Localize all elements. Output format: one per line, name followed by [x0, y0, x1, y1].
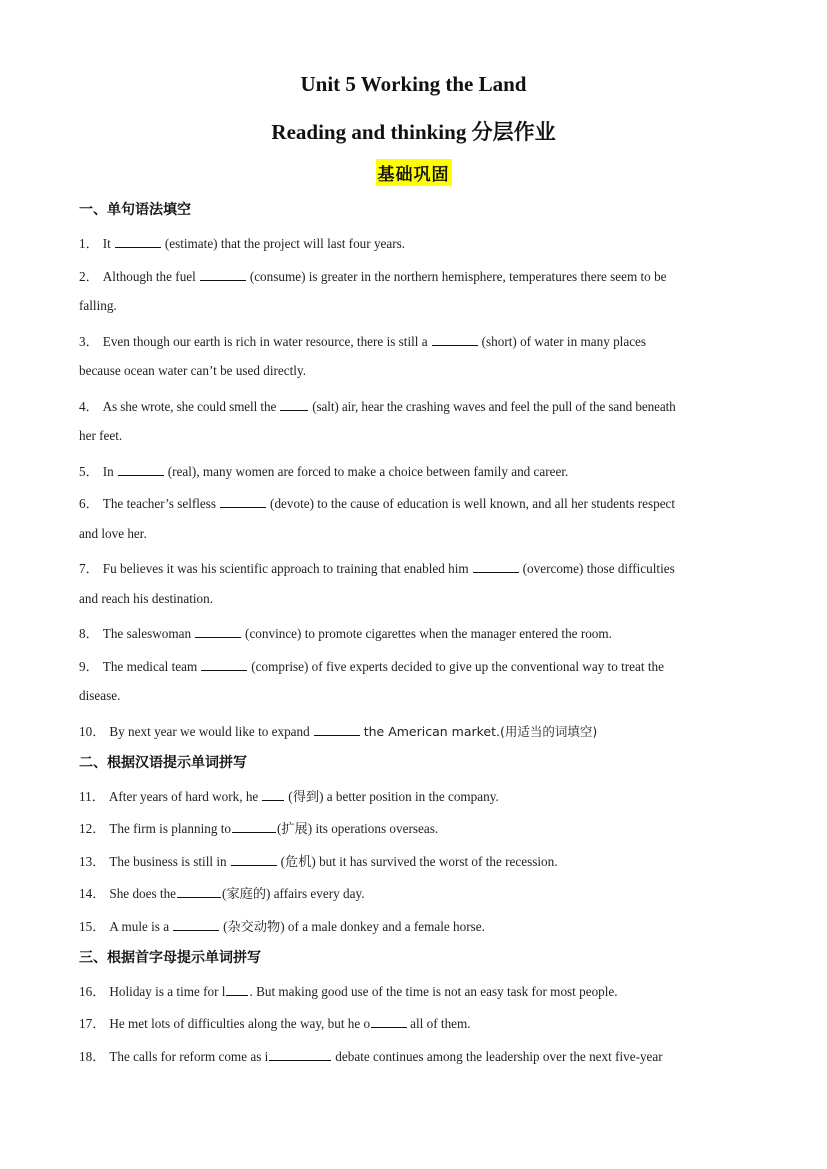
question-3: 3． Even though our earth is rich in water resource, there is still a (short) of water in many places [79, 334, 647, 349]
question-14: 14． She does the (家庭的) affairs every day. [79, 886, 365, 901]
question-3-continued: because ocean water can’t be used directly. [79, 363, 307, 378]
answer-blank[interactable] [200, 268, 246, 281]
answer-blank[interactable] [226, 983, 248, 996]
question-13: 13． The business is still in (危机) but it has survived the worst of the recession. [79, 854, 558, 869]
answer-blank[interactable] [262, 788, 284, 801]
answer-blank[interactable] [201, 658, 247, 671]
question-11: 11． After years of hard work, he (得到) a better position in the company. [79, 789, 499, 804]
answer-blank[interactable] [195, 625, 241, 638]
answer-blank[interactable] [118, 463, 164, 476]
question-4-continued: her feet. [79, 428, 123, 443]
question-4: 4． As she wrote, she could smell the (salt) air, hear the crashing waves and feel the pull of the sand beneath [79, 399, 676, 414]
answer-blank[interactable] [231, 853, 277, 866]
answer-blank[interactable] [280, 398, 308, 411]
question-17: 17． He met lots of difficulties along the way, but he o all of them. [79, 1016, 471, 1031]
question-18: 18． The calls for reform come as i debate continues among the leadership over the next five-year [79, 1049, 663, 1064]
question-6: 6． The teacher’s selfless (devote) to the cause of education is well known, and all her students respect [79, 496, 676, 511]
answer-blank[interactable] [371, 1015, 407, 1028]
page-title: Unit 5 Working the Land [300, 72, 527, 96]
question-16: 16． Holiday is a time for l . But making good use of the time is not an easy task for most people. [79, 984, 618, 999]
answer-blank[interactable] [432, 333, 478, 346]
question-7-continued: and reach his destination. [79, 591, 214, 606]
question-7: 7． Fu believes it was his scientific approach to training that enabled him (overcome) those difficulties [79, 561, 675, 576]
section-heading-initial-letters: 三、根据首字母提示单词拼写 [79, 950, 261, 966]
question-2: 2． Although the fuel (consume) is greater in the northern hemisphere, temperatures there seem to be [79, 269, 667, 284]
question-9-continued: disease. [79, 688, 121, 703]
answer-blank[interactable] [232, 820, 276, 833]
question-8: 8． The saleswoman (convince) to promote cigarettes when the manager entered the room. [79, 626, 612, 641]
question-5: 5． In (real), many women are forced to make a choice between family and career. [79, 464, 569, 479]
question-12: 12． The firm is planning to (扩展) its operations overseas. [79, 821, 439, 836]
level-badge-container [0, 159, 827, 186]
answer-blank[interactable] [473, 560, 519, 573]
level-badge: 基础巩固 [376, 159, 452, 186]
question-10: 10． By next year we would like to expand the American market.(用适当的词填空) [79, 724, 598, 739]
question-2-continued: falling. [79, 298, 117, 313]
answer-blank[interactable] [173, 918, 219, 931]
answer-blank[interactable] [220, 495, 266, 508]
question-9: 9． The medical team (comprise) of five experts decided to give up the conventional way to treat the [79, 659, 664, 674]
answer-blank[interactable] [177, 885, 221, 898]
answer-blank[interactable] [314, 723, 360, 736]
question-15: 15． A mule is a (杂交动物) of a male donkey and a female horse. [79, 919, 485, 934]
question-6-continued: and love her. [79, 526, 147, 541]
page-subtitle: Reading and thinking 分层作业 [271, 120, 556, 144]
question-1: 1． It (estimate) that the project will last four years. [79, 236, 406, 251]
answer-blank[interactable] [269, 1048, 331, 1061]
answer-blank[interactable] [115, 235, 161, 248]
section-heading-chinese-hints: 二、根据汉语提示单词拼写 [79, 755, 247, 771]
section-heading-grammar: 一、单句语法填空 [79, 202, 191, 218]
